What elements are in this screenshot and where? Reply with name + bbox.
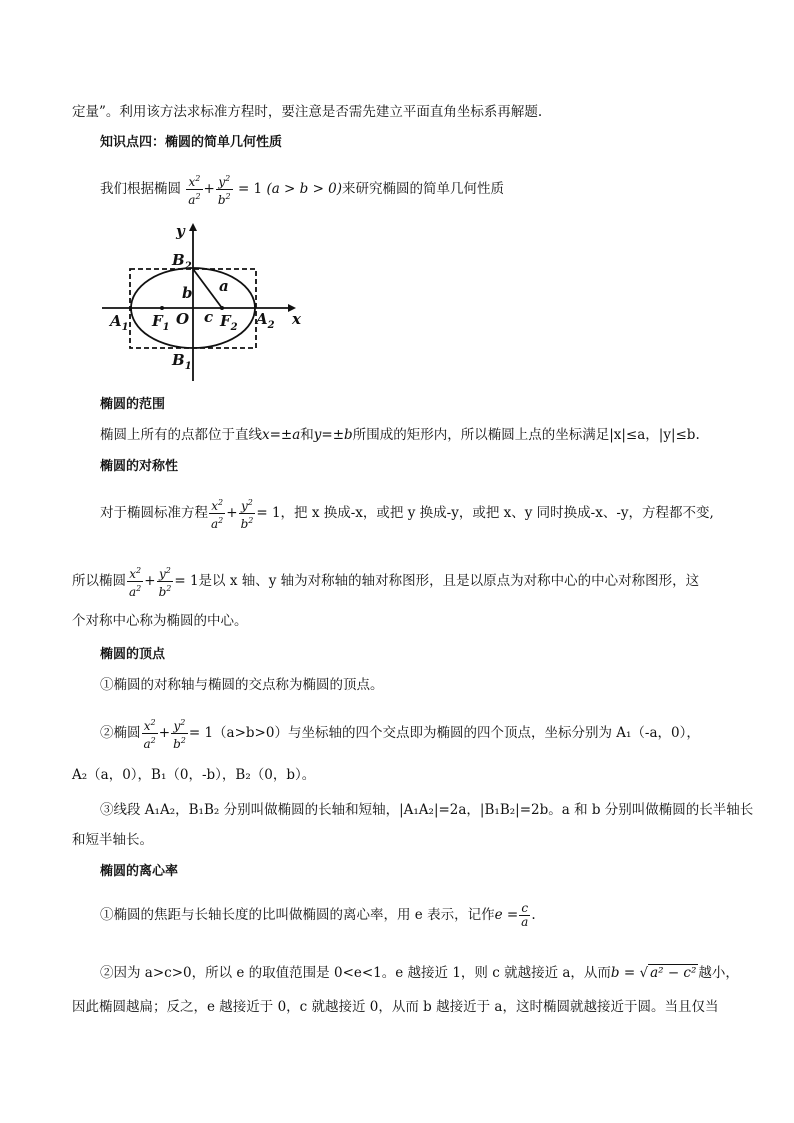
y-axis-arrow xyxy=(189,223,197,231)
label-f2: $F_2$ xyxy=(220,312,238,333)
fraction-y: $\frac{y^2}{b^2}$ xyxy=(217,174,231,207)
label-b: b xyxy=(182,284,193,302)
paragraph-top: 定量”。利用该方法求标准方程时，要注意是否需先建立平面直角坐标系再解题. xyxy=(72,104,543,120)
label-o: O xyxy=(176,310,190,328)
label-a2: $A_2$ xyxy=(256,310,275,331)
vertex-item2-line2: A₂（a，0），B₁（0，-b），B₂（0，b）。 xyxy=(72,767,316,783)
symmetry-line3: 个对称中心称为椭圆的中心。 xyxy=(72,613,248,629)
vertex-item3-line2: 和短半轴长。 xyxy=(72,832,153,848)
label-f1: $F_1$ xyxy=(152,312,170,333)
fraction-x: $\frac{x^2}{a^2}$ xyxy=(188,174,201,207)
label-b2: $B_2$ xyxy=(172,251,192,272)
vertex-item3-line1: ③线段 A₁A₂，B₁B₂ 分别叫做椭圆的长轴和短轴，|A₁A₂|=2a，|B₁B₂|=2b。a 和 b 分别叫做椭圆的长半轴长 xyxy=(100,802,754,818)
segment-a xyxy=(193,269,222,308)
vertex-item2: ②椭圆 $\frac{x^2}{a^2}$ + $\frac{y^2}{b^2}$ = 1（a>b>0）与坐标轴的四个交点即为椭圆的四个顶点，坐标分别为 A₁（-a，0）， xyxy=(100,718,700,751)
condition: (a > b > 0) xyxy=(266,181,343,197)
eccentricity-item2-line2: 因此椭圆越扁；反之，e 越接近于 0，c 就越接近 0，从而 b 越接近于 a，这时椭圆就越接近于圆。当且仅当 xyxy=(72,999,719,1015)
intro-prefix: 我们根据椭圆 xyxy=(100,181,181,197)
vertex-item1: ①椭圆的对称轴与椭圆的交点称为椭圆的顶点。 xyxy=(100,677,384,693)
eccentricity-heading: 椭圆的离心率 xyxy=(100,864,179,879)
symmetry-line2: 所以椭圆 $\frac{x^2}{a^2}$ + $\frac{y^2}{b^2}$ = 1是以 x 轴、y 轴为对称轴的轴对称图形，且是以原点为对称中心的中心对称图形，这 xyxy=(72,566,700,599)
focus-f1 xyxy=(160,306,164,310)
range-text: 椭圆上所有的点都位于直线x=±a和y=±b所围成的矩形内，所以椭圆上点的坐标满足|x|≤a，|y|≤b. xyxy=(100,427,700,443)
eccentricity-item2-line1: ②因为 a>c>0，所以 e 的取值范围是 0<e<1。e 越接近 1，则 c 就越接近 a，从而b = √ a² − c² 越小， xyxy=(100,965,739,981)
label-x: x xyxy=(292,310,301,328)
section-heading: 知识点四：椭圆的简单几何性质 xyxy=(100,135,283,150)
intro-suffix: 来研究椭圆的简单几何性质 xyxy=(342,181,505,197)
label-a: a xyxy=(219,277,229,295)
vertex-heading: 椭圆的顶点 xyxy=(100,647,166,662)
label-b1: $B_1$ xyxy=(172,351,192,372)
label-y: y xyxy=(176,222,185,240)
range-heading: 椭圆的范围 xyxy=(100,397,166,412)
equals-one: = 1 xyxy=(237,181,263,197)
intro-line: 我们根据椭圆 $\frac{x^2}{a^2}$ + $\frac{y^2}{b^2}$ = 1 (a > b > 0)来研究椭圆的简单几何性质 xyxy=(100,174,505,207)
focus-f2 xyxy=(220,306,224,310)
symmetry-heading: 椭圆的对称性 xyxy=(100,459,179,474)
eccentricity-item1: ①椭圆的焦距与长轴长度的比叫做椭圆的离心率，用 e 表示，记作e = $\frac{c}{a}$ . xyxy=(100,901,536,929)
label-a1: $A_1$ xyxy=(110,312,129,333)
ellipse-diagram xyxy=(96,218,306,388)
symmetry-line1: 对于椭圆标准方程 $\frac{x^2}{a^2}$ + $\frac{y^2}{b^2}$ = 1，把 x 换成-x，或把 y 换成-y，或把 x、y 同时换成-x、-y，方程都不变, xyxy=(100,498,714,531)
label-c: c xyxy=(204,308,214,326)
